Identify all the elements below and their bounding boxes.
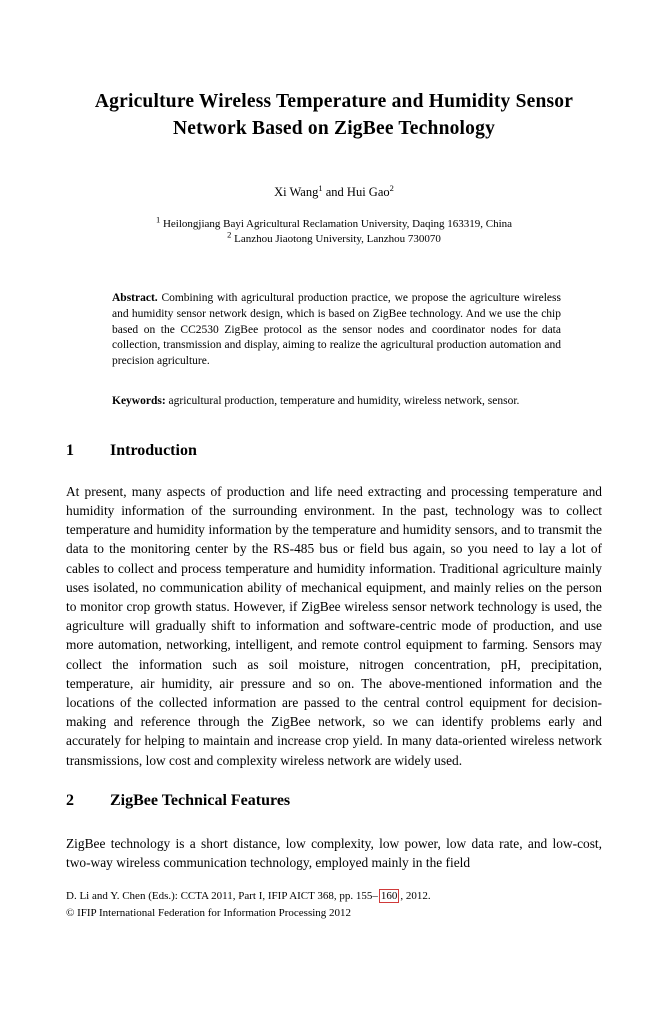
affiliation-2	[66, 229, 602, 247]
affiliation-1-mark: 1	[155, 214, 161, 225]
section-1-title: Introduction	[110, 441, 197, 459]
author-2-affiliation-mark: 2	[389, 182, 394, 193]
section-1-number: 1	[66, 441, 74, 459]
section-2-body: ZigBee technology is a short distance, low complexity, low power, low data rate, and low-cost, two-way wireless communication technology, employed mainly in the field	[66, 835, 602, 871]
affiliation-1-text: Heilongjiang Bayi Agricultural Reclamation University, Daqing 163319, China	[160, 218, 513, 230]
title-line-1: Agriculture Wireless Temperature and Humidity Sensor	[94, 91, 574, 112]
footer-citation-suffix: , 2012.	[400, 890, 431, 903]
keywords	[112, 394, 561, 410]
keywords-label: Keywords:	[112, 394, 166, 407]
author-1-name: Xi Wang	[274, 185, 319, 199]
abstract-text: Combining with agricultural production practice, we propose the agriculture wireless and humidity sensor network design, which is based on ZigBee technology. And we use the chip based on the CC2530 ZigBee protocol as the sensor nodes and coordinator nodes for data collection, transmission and display, aiming to realize the agricultural production automation and precision agriculture.	[112, 292, 561, 368]
author-2-name: Hui Gao	[346, 185, 390, 199]
affiliation-1	[66, 214, 602, 232]
affiliation-2-text: Lanzhou Jiaotong University, Lanzhou 730070	[231, 233, 441, 245]
authors-separator: and	[322, 185, 347, 199]
author-1-affiliation-mark: 1	[318, 182, 323, 193]
title-line-2: Network Based on ZigBee Technology	[172, 118, 496, 139]
authors-line	[66, 184, 602, 201]
section-2-number: 2	[66, 791, 74, 809]
abstract-label: Abstract.	[112, 292, 158, 304]
page-title	[66, 88, 602, 142]
section-2-title: ZigBee Technical Features	[110, 791, 291, 809]
footer-citation	[66, 888, 602, 905]
footer-citation-prefix: D. Li and Y. Chen (Eds.): CCTA 2011, Part I, IFIP AICT 368, pp. 155–	[66, 890, 378, 903]
affiliation-2-mark: 2	[227, 229, 232, 240]
footer-copyright: © IFIP International Federation for Information Processing 2012	[66, 906, 352, 919]
section-1-body: At present, many aspects of production and life need extracting and processing temperature and humidity information of the surrounding environment. In the past, technology was to collect temperature and humidity information by the temperature and humidity sensors, and to transmit the data to the monitoring center by the RS-485 bus or field bus again, so you need to lay a lot of cables to collect and process temperature and humidity information. Traditional agriculture mainly uses isolated, no communication ability of mechanical equipment, and mainly relies on the person to monitor crop growth status. However, if ZigBee wireless sensor network technology is used, the agriculture will gradually shift to information and software-centric mode of production, and use more automation, networking, intelligent, and remote control equipment to farming. Sensors may collect the information such as soil moisture, nitrogen concentration, pH, precipitation, temperature, air humidity, air pressure and so on. The above-mentioned information and the locations of the collected information are passed to the central control equipment for decision-making and reference through the ZigBee network, so we can identify problems early and accurately for helping to maintain and increase crop yield. In many data-oriented wireless network transmissions, low cost and complexity wireless network are widely used.	[66, 483, 602, 768]
section-1-heading	[66, 442, 602, 460]
abstract	[112, 291, 561, 370]
footer	[66, 888, 602, 921]
page-range-link[interactable]: 160	[380, 890, 398, 903]
section-2-heading	[66, 792, 602, 810]
affiliations	[66, 214, 602, 247]
keywords-text: agricultural production, temperature and humidity, wireless network, sensor.	[165, 394, 520, 407]
